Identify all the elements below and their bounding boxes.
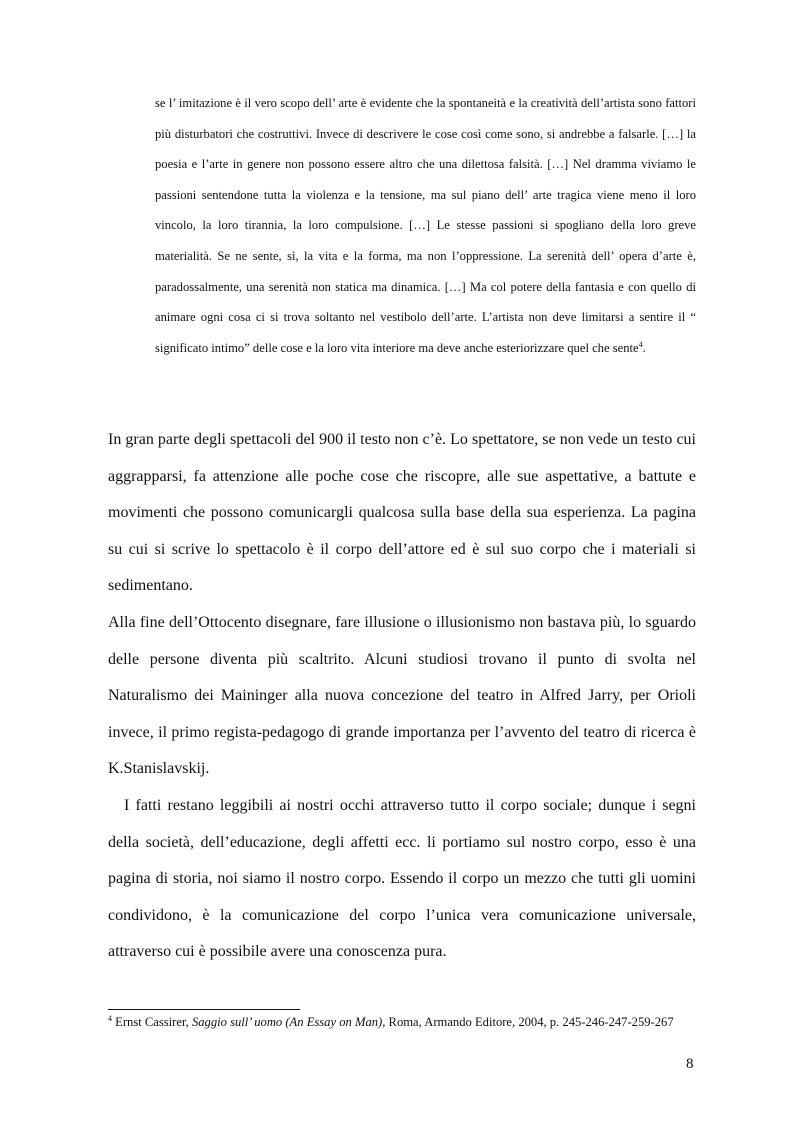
footnote-reference[interactable]: 4 — [638, 339, 643, 349]
block-quote: se l’ imitazione è il vero scopo dell’ arte è evidente che la spontaneità e la creatività dell’artista sono fattori più disturbatori che costruttivi. Invece di descrivere le cose così come sono, si andrebbe a falsarle. […] la poesia e l’arte in genere non possono essere altro che una dilettosa falsità. […] Nel dramma viviamo le passioni sentendone tutta la violenza e la tensione, ma sul piano dell’ arte tragica viene meno il loro vincolo, la loro tirannia, la loro compulsione. […] Le stesse passioni si spogliano della loro greve materialità. Se ne sente, sì, la vita e la forma, ma non l’oppressione. La serenità dell’ opera d’arte è, paradossalmente, una serenità non statica ma dinamica. […] Ma col potere della fantasia e con quello di animare ogni cosa ci si trova soltanto nel vestibolo dell’arte. L’artista non deve limitarsi a sentire il “ significato intimo” delle cose e la loro vita interiore ma deve anche esteriorizzare quel che sente$^4$. — [155, 96, 696, 355]
footnote-citation: Roma, Armando Editore, 2004, p. 245-246-247-259-267 — [385, 1015, 674, 1029]
footnote — [108, 1015, 696, 1030]
footnote-number: 4 — [108, 1013, 112, 1023]
quote-text: se l’ imitazione è il vero scopo dell’ arte è evidente che la spontaneità e la creatività dell’artista sono fattori più disturbatori che costruttivi. Invece di descrivere le cose così come sono, si andrebbe a falsarle. […] la poesia e l’arte in genere non possono essere altro che una dilettosa falsità. […] Nel dramma viviamo le passioni sentendone tutta la violenza e la tensione, ma sul piano dell’ arte tragica viene meno il loro vincolo, la loro tirannia, la loro compulsione. […] Le stesse passioni si spogliano della loro greve materialità. Se ne sente, sì, la vita e la forma, ma non l’oppressione. La serenità dell’ opera d’arte è, paradossalmente, una serenità non statica ma dinamica. […] Ma col potere della fantasia e con quello di animare ogni cosa ci si trova soltanto nel vestibolo dell’arte. L’artista non deve limitarsi a sentire il “ significato intimo” delle cose e la loro vita interiore ma deve anche esteriorizzare quel che sente — [155, 96, 696, 355]
footnote-separator — [108, 1009, 300, 1010]
body-paragraph-3: I fatti restano leggibili ai nostri occhi attraverso tutto il corpo sociale; dunque i segni della società, dell’educazione, degli affetti ecc. li portiamo sul nostro corpo, esso è una pagina di storia, noi siamo il nostro corpo. Essendo il corpo un mezzo che tutti gli uomini condividono, è la comunicazione del corpo l’unica vera comunicazione universale, attraverso cui è possibile avere una conoscenza pura. — [108, 797, 696, 961]
body-paragraph-2: Alla fine dell’Ottocento disegnare, fare illusione o illusionismo non bastava più, lo sguardo delle persone diventa più scaltrito. Alcuni studiosi trovano il punto di svolta nel Naturalismo dei Maininger alla nuova concezione del teatro in Alfred Jarry, per Orioli invece, il primo regista-pedagogo di grande importanza per l’avvento del teatro di ricerca è K.Stanislavskij. — [108, 614, 696, 778]
footnote-author: Ernst Cassirer, — [112, 1015, 192, 1029]
footnote-title: Saggio sull’ uomo (An Essay on Man), — [191, 1015, 386, 1029]
page-number: 8 — [686, 1056, 694, 1072]
body-paragraph-1: In gran parte degli spettacoli del 900 il testo non c’è. Lo spettatore, se non vede un testo cui aggrapparsi, fa attenzione alle poche cose che riscopre, alle sue aspettative, a battute e movimenti che possono comunicargli qualcosa sulla base della sua esperienza. La pagina su cui si scrive lo spettacolo è il corpo dell’attore ed è sul suo corpo che i materiali si sedimentano. — [108, 431, 696, 595]
